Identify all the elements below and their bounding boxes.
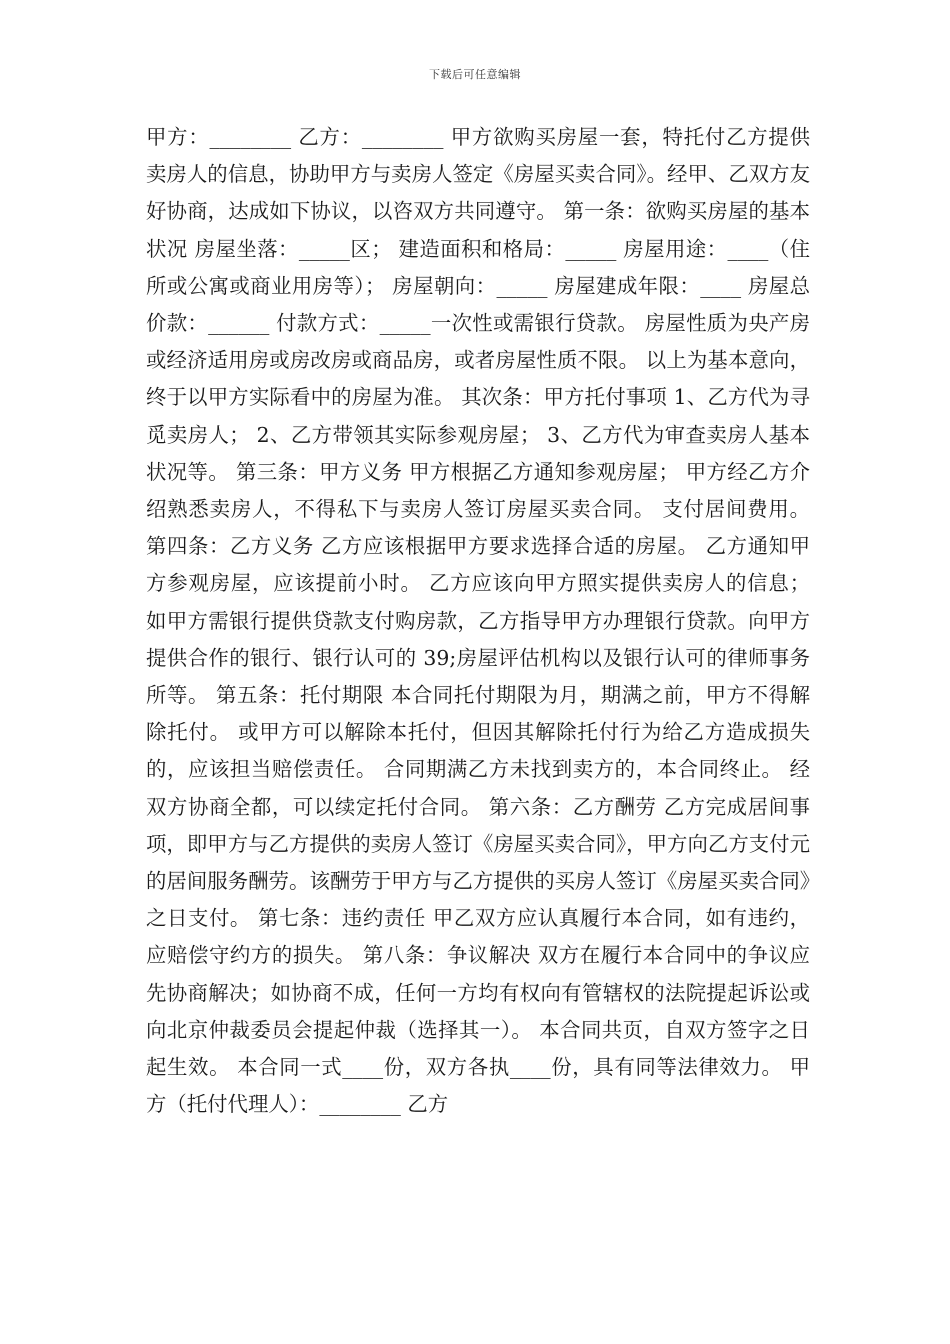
page-header: 下载后可任意编辑: [429, 68, 521, 81]
contract-body-text: 甲方：________ 乙方：________ 甲方欲购买房屋一套，特托付乙方提供卖房人的信息，协助甲方与卖房人签定《房屋买卖合同》。经甲、乙双方友好协商，达成如下协议，以咨双方共同遵守。 第一条：欲购买房屋的基本状况 房屋坐落：_____区； 建造面积和格局：_____ 房屋用途：____（住所或公寓或商业用房等）； 房屋朝向：_____ 房屋建成年限：____ 房屋总价款：______ 付款方式：_____一次性或需银行贷款。 房屋性质为央产房或经济适用房或房改房或商品房，或者房屋性质不限。 以上为基本意向，终于以甲方实际看中的房屋为准。 其次条：甲方托付事项 1、乙方代为寻觅卖房人； 2、乙方带领其实际参观房屋； 3、乙方代为审查卖房人基本状况等。 第三条：甲方义务 甲方根据乙方通知参观房屋； 甲方经乙方介绍熟悉卖房人，不得私下与卖房人签订房屋买卖合同。 支付居间费用。 第四条：乙方义务 乙方应该根据甲方要求选择合适的房屋。 乙方通知甲方参观房屋，应该提前小时。 乙方应该向甲方照实提供卖房人的信息； 如甲方需银行提供贷款支付购房款，乙方指导甲方办理银行贷款。向甲方提供合作的银行、银行认可的 39;房屋评估机构以及银行认可的律师事务所等。 第五条：托付期限 本合同托付期限为月，期满之前，甲方不得解除托付。 或甲方可以解除本托付，但因其解除托付行为给乙方造成损失的，应该担当赔偿责任。 合同期满乙方未找到卖方的，本合同终止。 经双方协商全都，可以续定托付合同。 第六条：乙方酬劳 乙方完成居间事项，即甲方与乙方提供的卖房人签订《房屋买卖合同》，甲方向乙方支付元的居间服务酬劳。该酬劳于甲方与乙方提供的买房人签订《房屋买卖合同》之日支付。 第七条：违约责任 甲乙双方应认真履行本合同，如有违约，应赔偿守约方的损失。 第八条：争议解决 双方在履行本合同中的争议应先协商解决；如协商不成，任何一方均有权向有管辖权的法院提起诉讼或向北京仲裁委员会提起仲裁（选择其一）。 本合同共页，自双方签字之日起生效。 本合同一式____份，双方各执____份，具有同等法律效力。 甲方（托付代理人）：________ 乙方: [146, 125, 811, 1117]
